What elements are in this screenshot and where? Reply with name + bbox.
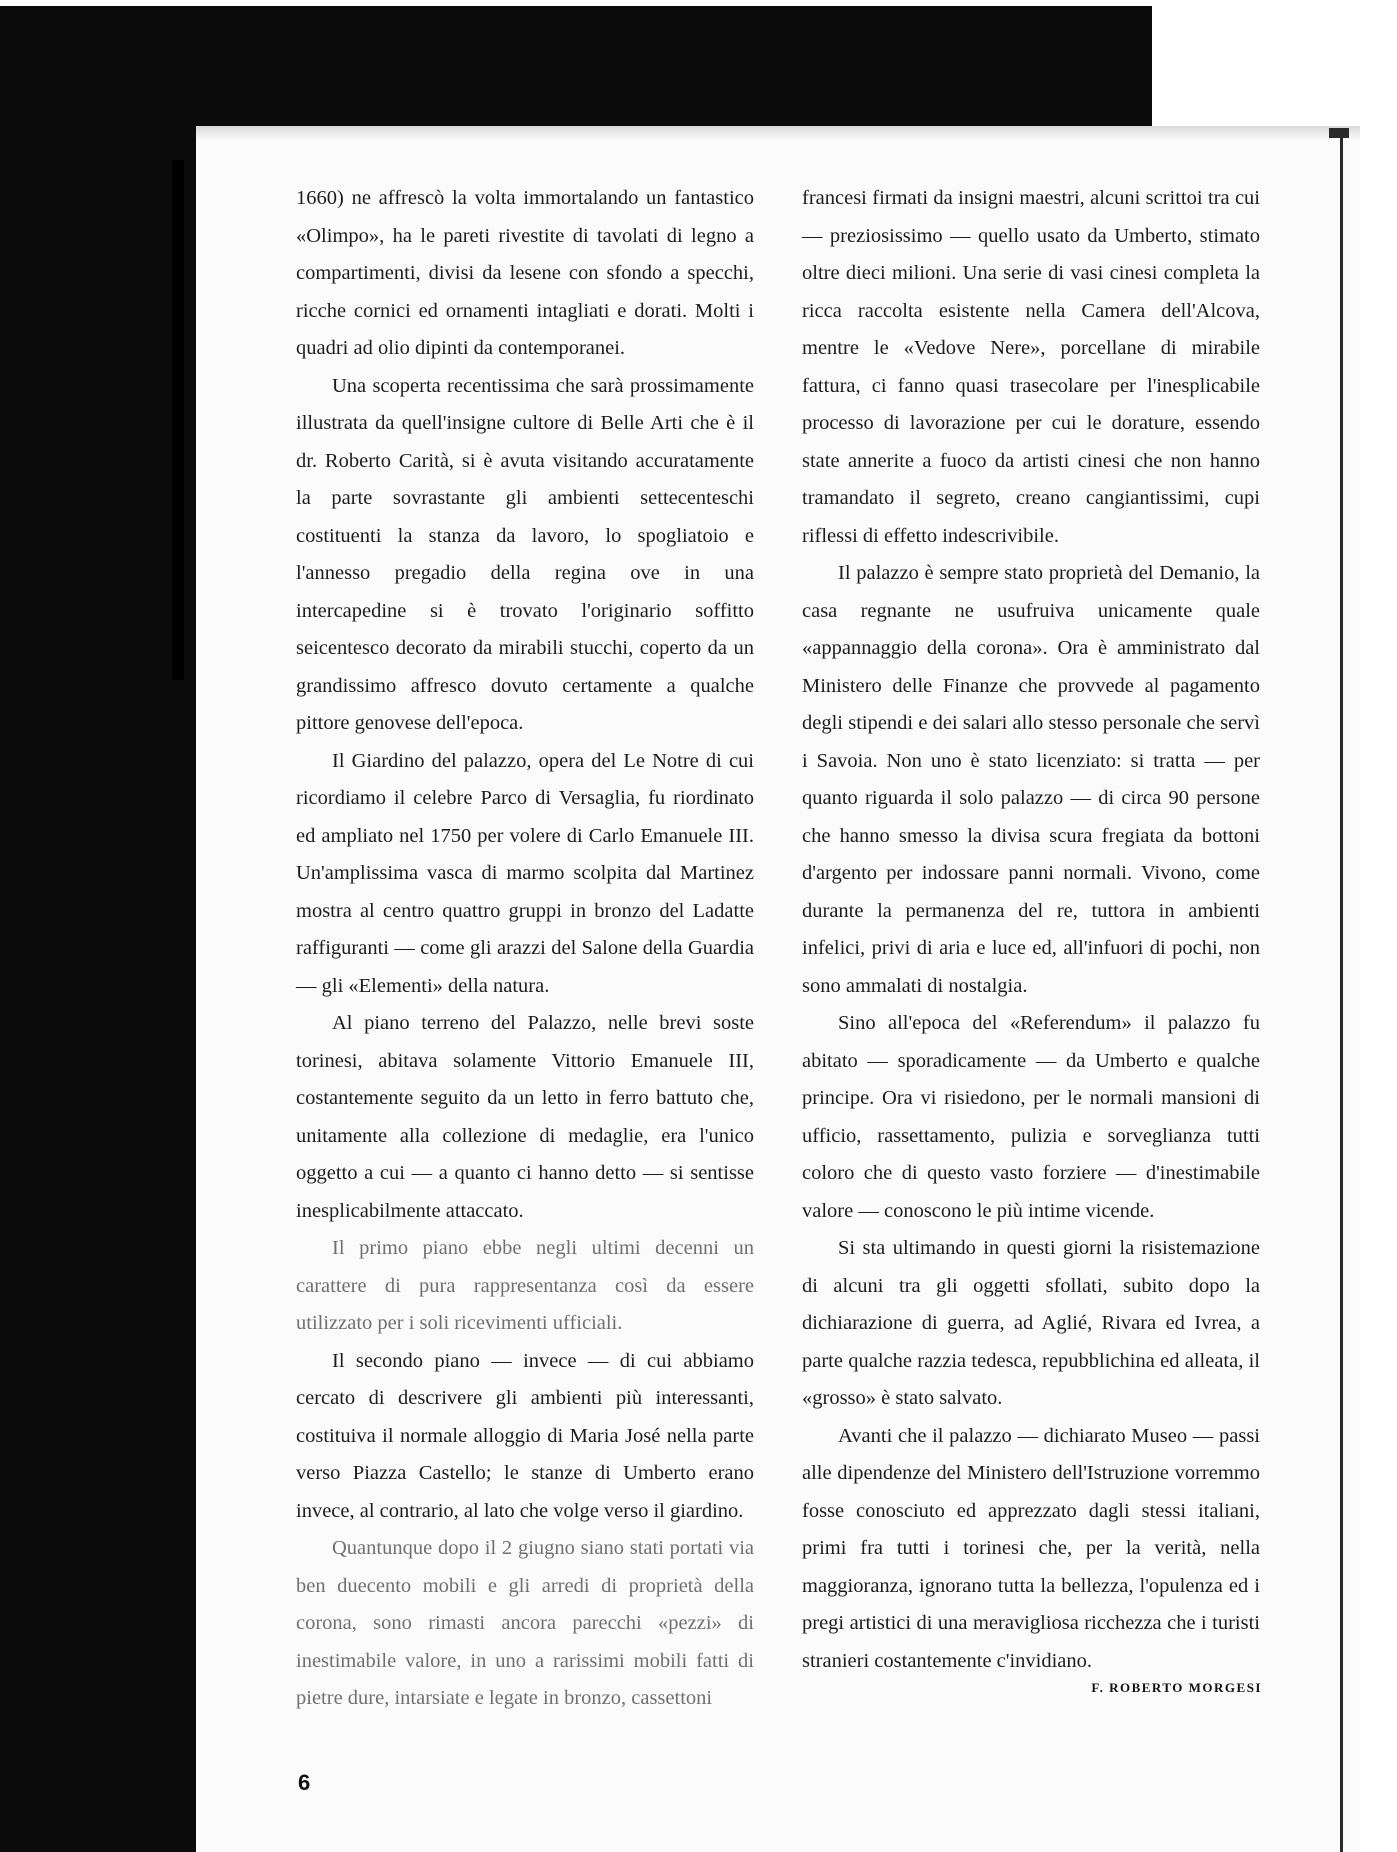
binding-edge-bar — [172, 160, 184, 680]
paragraph: Al piano terreno del Palazzo, nelle brevi soste torinesi, abitava solamente Vittorio Emanuele III, costantemente seguito da un letto in ferro battuto che, unitamente alla collezione di medaglie, era l'unico oggetto a cui — a quanto ci hanno detto — si sentisse inesplicabilmente attaccato. — [296, 1012, 754, 1222]
page-number: 6 — [298, 1770, 311, 1795]
page-top-shadow — [196, 126, 1360, 140]
paragraph: Quantunque dopo il 2 giugno siano stati portati via ben duecento mobili e gli arredi di proprietà della corona, sono rimasti ancora parecchi «pezzi» di inestimabile valore, in uno a rarissimi mobili fatti di pietre dure, intarsiate e legate in bronzo, cassettoni — [296, 1537, 754, 1709]
author-signature: F. ROBERTO MORGESI — [1091, 1680, 1262, 1695]
paragraph: Il Giardino del palazzo, opera del Le Notre di cui ricordiamo il celebre Parco di Versaglia, fu riordinato ed ampliato nel 1750 per volere di Carlo Emanuele III. Un'amplissima vasca di marmo scolpita dal Martinez mostra al centro quattro gruppi in bronzo del Ladatte raffiguranti — come gli arazzi del Salone della Guardia — gli «Elementi» della natura. — [296, 749, 754, 997]
scan-dark-background-left — [0, 6, 196, 1852]
paragraph: 1660) ne affrescò la volta immortalando un fantastico «Olimpo», ha le pareti rivestite di tavolati di legno a compartimenti, divisi da lesene con sfondo a specchi, ricche cornici ed ornamenti intagliati e dorati. Molti i quadri ad olio dipinti da contemporanei. — [296, 187, 754, 359]
paragraph: Una scoperta recentissima che sarà prossimamente illustrata da quell'insigne cultore di Belle Arti che è il dr. Roberto Carità, si è avuta visitando accuratamente la parte sovrastante gli ambienti settecenteschi costituenti la stanza da lavoro, lo spogliatoio e l'annesso pregadio della regina ove in una intercapedine si è trovato l'originario soffitto seicentesco decorato da mirabili stucchi, coperto da un grandissimo affresco dovuto certamente a qualche pittore genovese dell'epoca. — [296, 374, 754, 734]
paragraph: Avanti che il palazzo — dichiarato Museo — passi alle dipendenze del Ministero dell'Istruzione vorremmo fosse conosciuto ed apprezzato dagli stessi italiani, primi fra tutti i torinesi che, per la verità, nella maggioranza, ignorano tutta la bellezza, l'opulenza ed i pregi artistici di una meravigliosa ricchezza che i turisti stranieri costantemente c'invidiano. — [802, 1424, 1260, 1672]
paragraph: Il primo piano ebbe negli ultimi decenni un carattere di pura rappresentanza così da essere utilizzato per i soli ricevimenti ufficiali. — [296, 1237, 754, 1334]
article-left-column — [296, 180, 754, 1718]
paragraph: francesi firmati da insigni maestri, alcuni scrittoi tra cui — preziosissimo — quello usato da Umberto, stimato oltre dieci milioni. Una serie di vasi cinesi completa la ricca raccolta esistente nella Camera dell'Alcova, mentre le «Vedove Nere», porcellane di mirabile fattura, ci fanno quasi trasecolare per l'inesplicabile processo di lavorazione per cui le dorature, essendo state annerite a fuoco da artisti cinesi che non hanno tramandato il segreto, creano cangiantissimi, cupi riflessi di effetto indescrivibile. — [802, 187, 1260, 547]
right-edge-cap — [1329, 128, 1349, 138]
article-right-column — [802, 180, 1260, 1680]
paragraph: Si sta ultimando in questi giorni la risistemazione di alcuni tra gli oggetti sfollati, subito dopo la dichiarazione di guerra, ad Aglié, Rivara ed Ivrea, a parte qualche razzia tedesca, repubblichina ed alleata, il «grosso» è stato salvato. — [802, 1237, 1260, 1409]
paragraph: Il palazzo è sempre stato proprietà del Demanio, la casa regnante ne usufruiva unicamente quale «appannaggio della corona». Ora è amministrato dal Ministero delle Finanze che provvede al pagamento degli stipendi e dei salari allo stesso personale che servì i Savoia. Non uno è stato licenziato: si tratta — per quanto riguarda il solo palazzo — di circa 90 persone che hanno smesso la divisa scura fregiata da bottoni d'argento per indossare panni normali. Vivono, come durante la permanenza del re, tuttora in ambienti infelici, privi di aria e luce ed, all'infuori di pochi, non sono ammalati di nostalgia. — [802, 562, 1260, 997]
right-edge-rule — [1340, 130, 1343, 1852]
paragraph: Il secondo piano — invece — di cui abbiamo cercato di descrivere gli ambienti più interessanti, costituiva il normale alloggio di Maria José nella parte verso Piazza Castello; le stanze di Umberto erano invece, al contrario, al lato che volge verso il giardino. — [296, 1349, 754, 1522]
paragraph: Sino all'epoca del «Referendum» il palazzo fu abitato — sporadicamente — da Umberto e qualche principe. Ora vi risiedono, per le normali mansioni di ufficio, rassettamento, pulizia e sorveglianza tutti coloro che di questo vasto forziere — d'inestimabile valore — conoscono le più intime vicende. — [802, 1012, 1260, 1222]
